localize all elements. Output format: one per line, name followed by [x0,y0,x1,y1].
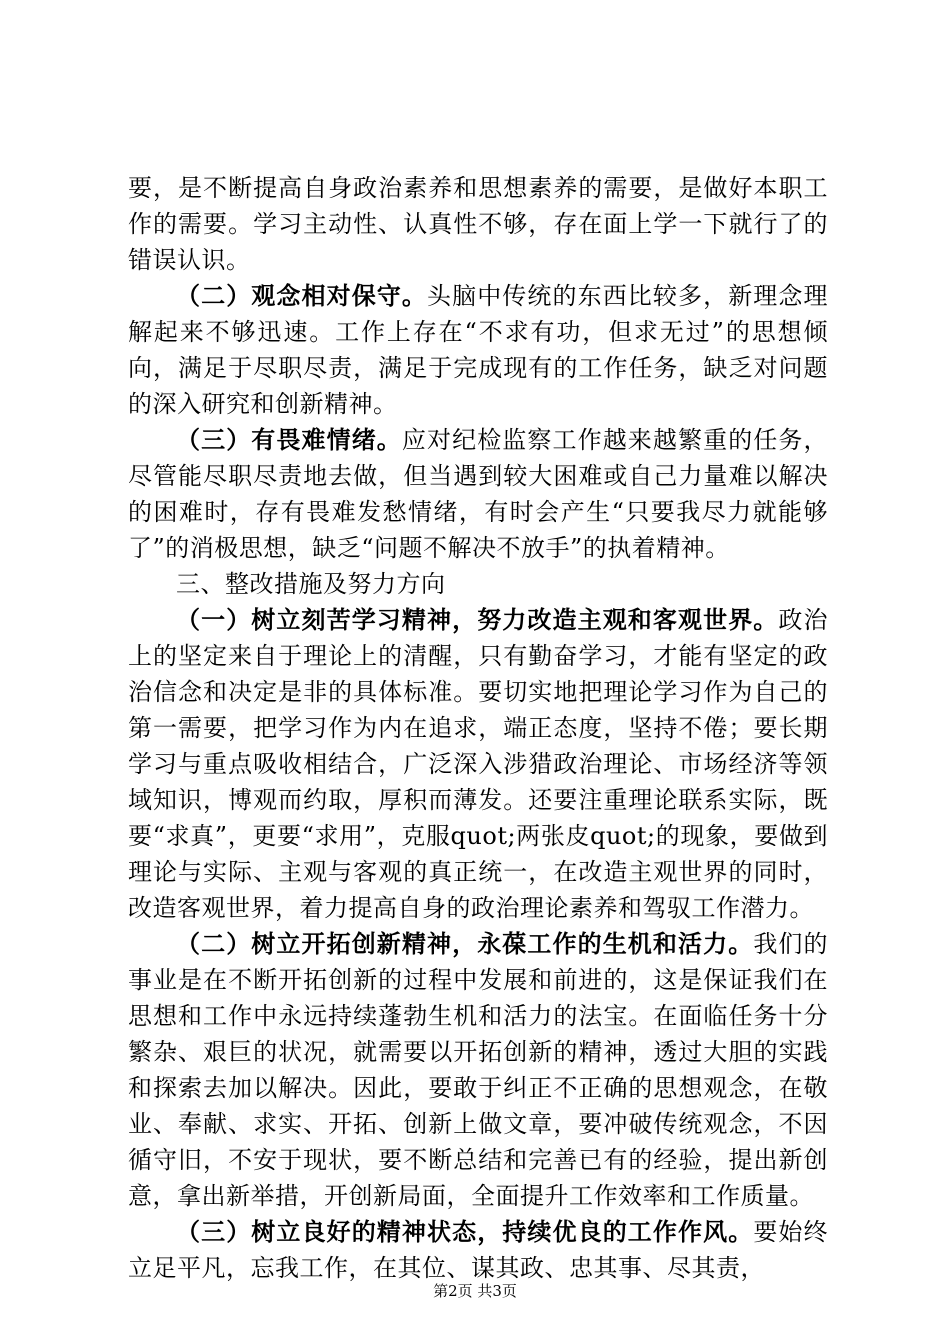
paragraph-body: 应对纪检监察工作越来越繁重的任务，尽管能尽职尽责地去做，但当遇到较大困难或自己力量难以解决的困难时，存有畏难发愁情绪，有时会产生“只要我尽力就能够了”的消极思想，缺乏“问题不解决不放手”的执着精神。 [128,426,829,562]
paragraph-body: 头脑中传统的东西比较多，新理念理解起来不够迅速。工作上存在“不求有功，但求无过”的思想倾向，满足于尽职尽责，满足于完成现有的工作任务，缺乏对问题的深入研究和创新精神。 [128,282,828,418]
paragraph-body: 政治上的坚定来自于理论上的清醒，只有勤奋学习，才能有坚定的政治信念和决定是非的具体标准。要切实地把理论学习作为自己的第一需要，把学习作为内在追求，端正态度，坚持不倦；要长期学习与重点吸收相结合，广泛深入涉猎政治理论、市场经济等领域知识，博观而约取，厚积而薄发。还要注重理论联系实际，既要“求真”，更要“求用”，克服quot;两张皮quot;的现象，要做到理论与实际、主观与客观的真正统一，在改造主观世界的同时，改造客观世界，着力提高自身的政治理论素养和驾驭工作潜力。 [128,606,829,922]
section-heading-rectification [128,566,828,602]
paragraph-body: 我们的事业是在不断开拓创新的过程中发展和前进的，这是保证我们在思想和工作中永远持续蓬勃生机和活力的法宝。在面临任务十分繁杂、艰巨的状况，就需要以开拓创新的精神，透过大胆的实践和探索去加以解决。因此，要敢于纠正不正确的思想观念，在敬业、奉献、求实、开拓、创新上做文章，要冲破传统观念，不因循守旧，不安于现状，要不断总结和完善已有的经验，提出新创意，拿出新举措，开创新局面，全面提升工作效率和工作质量。 [128,930,829,1210]
document-body [128,170,828,1286]
paragraph-body: 要始终立足平凡，忘我工作，在其位、谋其政、忠其事、尽其责， [128,1218,829,1282]
paragraph-innovation-spirit [128,926,828,1214]
paragraph-heading: （三）树立良好的精神状态，持续优良的工作作风。 [176,1217,754,1246]
paragraph-fear-of-difficulty [128,422,828,566]
paragraph-body: 要，是不断提高自身政治素养和思想素养的需要，是做好本职工作的需要。学习主动性、认真性不够，存在面上学一下就行了的错误认识。 [128,174,828,274]
paragraph-heading: （二）树立开拓创新精神，永葆工作的生机和活力。 [176,929,754,958]
section-title: 三、整改措施及努力方向 [176,570,446,598]
page-number: 第2页 共3页 [433,1282,517,1300]
paragraph-conservative-ideas [128,278,828,422]
paragraph-heading: （三）有畏难情绪。 [176,425,402,454]
paragraph-work-style [128,1214,828,1286]
paragraph-continuation [128,170,828,278]
paragraph-heading: （一）树立刻苦学习精神，努力改造主观和客观世界。 [176,605,779,634]
page-footer [0,1280,950,1301]
paragraph-heading: （二）观念相对保守。 [176,281,427,310]
paragraph-study-spirit [128,602,828,926]
